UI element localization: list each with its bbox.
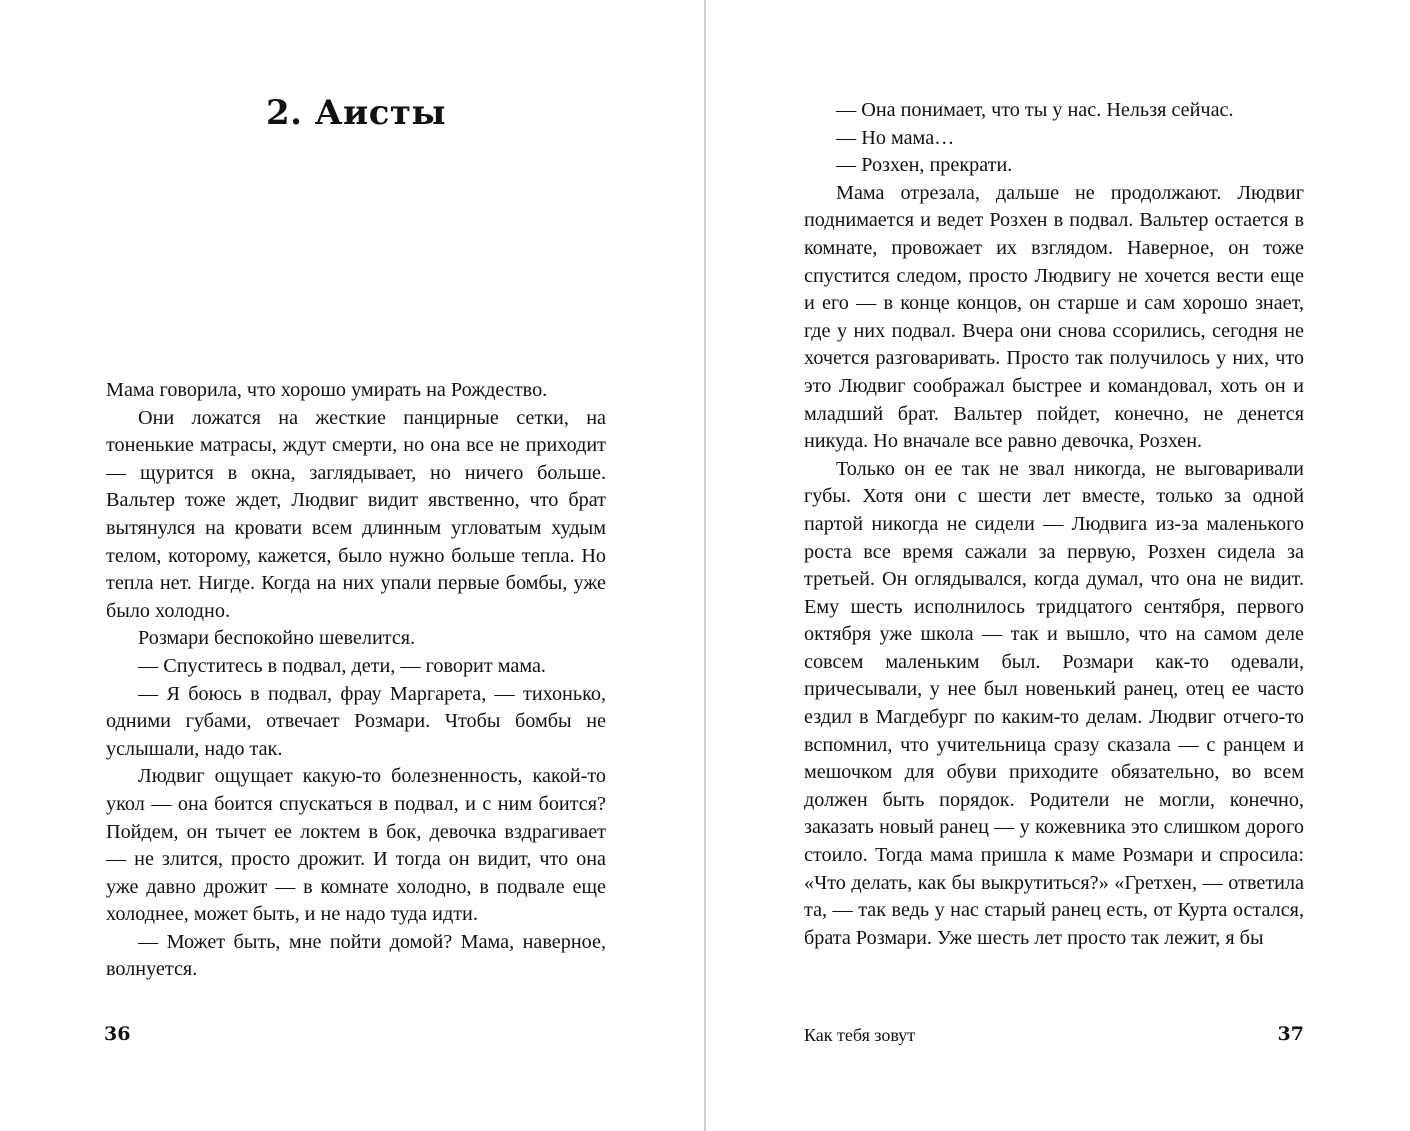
right-page-text xyxy=(804,97,1304,952)
paragraph: Мама говорила, что хорошо умирать на Рождество. xyxy=(106,379,548,401)
paragraph: Только он ее так не звал никогда, не выговаривали губы. Хотя они с шести лет вместе, только за одной партой никогда не сидели — Людвига из-за маленького роста все время сажали за первую, Розхен сидела за третьей. Он оглядывался, когда думал, что она не видит. Ему шесть исполнилось тридцатого сентября, первого октября уже школа — так и вышло, что на самом деле совсем маленьким был. Розмари как-то одевали, причесывали, у нее был новенький ранец, отец ее часто ездил в Магдебург по каким-то делам. Людвиг отчего-то вспомнил, что учительница сразу сказала — с ранцем и мешочком для обуви приходите обязательно, во всем должен быть порядок. Родители не могли, конечно, заказать новый ранец — у кожевника это слишком дорого стоило. Тогда мама пришла к маме Розмари и спросила: «Что делать, как бы выкрутиться?» «Гретхен, — ответила та, — так ведь у нас старый ранец есть, от Курта остался, брата Розмари. Уже шесть лет просто так лежит, я бы xyxy=(804,457,1304,949)
paragraph: — Может быть, мне пойти домой? Мама, наверное, волнуется. xyxy=(106,930,606,981)
paragraph: Людвиг ощущает какую-то болезненность, какой-то укол — она боится спускаться в подвал, и с ним боится? Пойдем, он тычет ее локтем в бок, девочка вздрагивает — не злится, просто дрожит. И тогда он видит, что она уже давно дрожит — в комнате холодно, в подвале еще холоднее, может быть, и не надо туда идти. xyxy=(106,765,606,926)
right-page xyxy=(706,0,1410,1131)
paragraph: — Розхен, прекрати. xyxy=(836,154,1013,177)
page-number-left: 36 xyxy=(104,1023,131,1045)
paragraph: — Она понимает, что ты у нас. Нельзя сейчас. xyxy=(836,99,1234,121)
paragraph: — Я боюсь в подвал, фрау Маргарета, — тихонько, одними губами, отвечает Розмари. Чтобы бомбы не услышали, надо так. xyxy=(106,682,606,760)
paragraph: Они ложатся на жесткие панцирные сетки, на тоненькие матрасы, ждут смерти, но она все не приходит — щурится в окна, заглядывает, но ничего больше. Вальтер тоже ждет, Людвиг видит явственно, что брат вытянулся на кровати всем длинным угловатым худым телом, которому, кажется, было нужно больше тепла. Но тепла нет. Нигде. Когда на них упали первые бомбы, уже было холодно. xyxy=(106,406,606,622)
chapter-title: 2. Аисты xyxy=(265,93,447,133)
left-page-text xyxy=(106,377,606,984)
page-number-right: 37 xyxy=(1277,1023,1304,1045)
paragraph: Мама отрезала, дальше не продолжают. Людвиг поднимается и ведет Розхен в подвал. Вальтер остается в комнате, провожает их взглядом. Наверное, он тоже спустится следом, просто Людвигу не хочется вести еще и его — в конце концов, он старше и сам хорошо знает, где у них подвал. Вчера они снова ссорились, сегодня не хочется разговаривать. Просто так получилось у них, что это Людвиг соображал быстрее и командовал, хоть он и младший брат. Вальтер пойдет, конечно, не денется никуда. Но вначале все равно девочка, Розхен. xyxy=(804,181,1304,453)
paragraph: Розмари беспокойно шевелится. xyxy=(138,627,416,650)
paragraph: — Спуститесь в подвал, дети, — говорит мама. xyxy=(138,654,546,677)
running-head: Как тебя зовут xyxy=(804,1025,916,1045)
left-page xyxy=(0,0,704,1131)
paragraph: — Но мама… xyxy=(836,126,955,149)
